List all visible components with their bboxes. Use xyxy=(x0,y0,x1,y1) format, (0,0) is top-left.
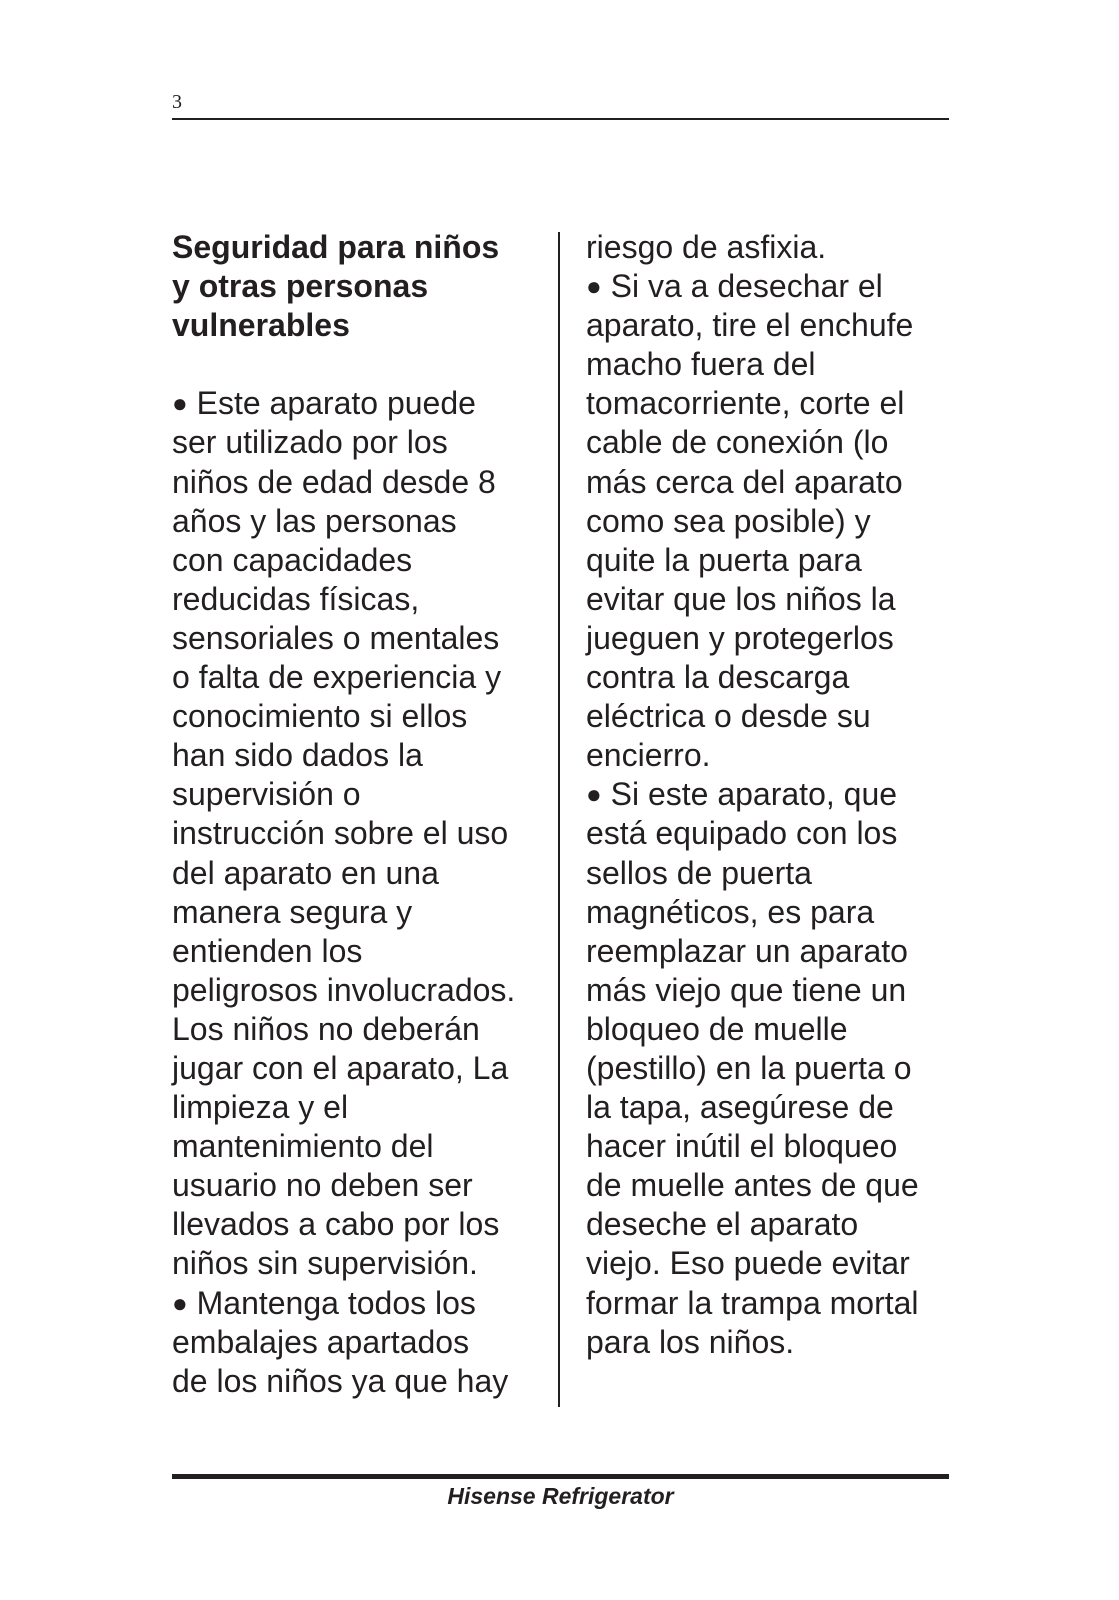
body-text-line: viejo. Eso puede evitar xyxy=(586,1245,910,1282)
body-text-line: para los niños. xyxy=(586,1323,795,1360)
body-text-line: contra la descarga xyxy=(586,659,850,696)
footer-divider xyxy=(172,1474,949,1479)
bullet-icon: ● xyxy=(586,271,602,302)
body-text-line: está equipado con los xyxy=(586,815,898,852)
body-text-line: Mantenga todos los xyxy=(187,1284,476,1321)
body-text-line: evitar que los niños la xyxy=(586,580,896,617)
body-text-line: jueguen y protegerlos xyxy=(586,619,894,656)
body-text-line: con capacidades xyxy=(172,541,413,578)
body-text-line: más viejo que tiene un xyxy=(586,971,907,1008)
bullet-icon: ● xyxy=(172,1287,188,1318)
bullet-line xyxy=(172,1284,547,1323)
body-text-line: encierro. xyxy=(586,737,711,774)
body-text-line: riesgo de asfixia. xyxy=(586,229,827,265)
body-text-line: bloqueo de muelle xyxy=(586,1010,848,1047)
right-column xyxy=(586,228,946,1362)
body-text-line: manera segura y xyxy=(172,893,413,930)
body-text-line: la tapa, asegúrese de xyxy=(586,1089,894,1126)
bullet-icon: ● xyxy=(172,388,188,419)
section-heading-line-1: Seguridad para niños xyxy=(172,229,500,265)
column-divider xyxy=(558,232,560,1407)
section-heading-line-3: vulnerables xyxy=(172,307,350,344)
bullet-line xyxy=(586,267,946,306)
section-heading-line-2: y otras personas xyxy=(172,268,429,305)
body-text-line: macho fuera del xyxy=(586,346,816,383)
bullet-icon: ● xyxy=(586,779,602,810)
body-text-line: entienden los xyxy=(172,932,363,969)
body-text-line: tomacorriente, corte el xyxy=(586,385,905,422)
body-text-line: del aparato en una xyxy=(172,854,439,891)
body-text-line: peligrosos involucrados. xyxy=(172,971,516,1008)
left-column xyxy=(172,228,547,1401)
body-text-line: embalajes apartados xyxy=(172,1323,470,1360)
body-text-line: conocimiento si ellos xyxy=(172,698,468,735)
body-text-line: quite la puerta para xyxy=(586,541,862,578)
body-text-line: niños sin supervisión. xyxy=(172,1245,478,1282)
body-text-line: años y las personas xyxy=(172,502,457,539)
body-text-line: Si va a desechar el xyxy=(601,268,883,305)
body-text-line: jugar con el aparato, La xyxy=(172,1049,509,1086)
body-text-line: como sea posible) y xyxy=(586,502,871,539)
body-text-line: cable de conexión (lo xyxy=(586,424,889,461)
body-text-line: Los niños no deberán xyxy=(172,1010,480,1047)
body-text-line: deseche el aparato xyxy=(586,1206,859,1243)
body-text-line: mantenimiento del xyxy=(172,1128,434,1165)
body-text-line: formar la trampa mortal xyxy=(586,1284,919,1321)
page-number: 3 xyxy=(172,91,182,113)
body-text-line: supervisión o xyxy=(172,776,361,813)
body-text-line: reemplazar un aparato xyxy=(586,932,908,969)
body-text-line: niños de edad desde 8 xyxy=(172,463,496,500)
body-text-line: ser utilizado por los xyxy=(172,424,448,461)
header-divider xyxy=(172,118,949,120)
body-text-line: reducidas físicas, xyxy=(172,580,420,617)
body-text-line: de los niños ya que hay xyxy=(172,1362,509,1399)
bullet-line xyxy=(586,775,946,814)
body-text-line: (pestillo) en la puerta o xyxy=(586,1049,912,1086)
body-text-line: Este aparato puede xyxy=(187,385,476,422)
body-text-line: aparato, tire el enchufe xyxy=(586,307,914,344)
body-text-line: usuario no deben ser xyxy=(172,1167,473,1204)
paragraph-spacer xyxy=(172,345,547,384)
body-text-line: de muelle antes de que xyxy=(586,1167,919,1204)
bullet-line xyxy=(172,384,547,423)
body-text-line: han sido dados la xyxy=(172,737,423,774)
body-text-line: más cerca del aparato xyxy=(586,463,903,500)
body-text-line: sellos de puerta xyxy=(586,854,812,891)
body-text-line: limpieza y el xyxy=(172,1089,349,1126)
body-text-line: llevados a cabo por los xyxy=(172,1206,500,1243)
body-text-line: Si este aparato, que xyxy=(601,776,898,813)
footer-brand: Hisense Refrigerator xyxy=(447,1483,674,1509)
body-text-line: magnéticos, es para xyxy=(586,893,875,930)
body-text-line: instrucción sobre el uso xyxy=(172,815,509,852)
body-text-line: o falta de experiencia y xyxy=(172,659,502,696)
body-text-line: hacer inútil el bloqueo xyxy=(586,1128,898,1165)
body-text-line: eléctrica o desde su xyxy=(586,698,871,735)
body-text-line: sensoriales o mentales xyxy=(172,619,500,656)
